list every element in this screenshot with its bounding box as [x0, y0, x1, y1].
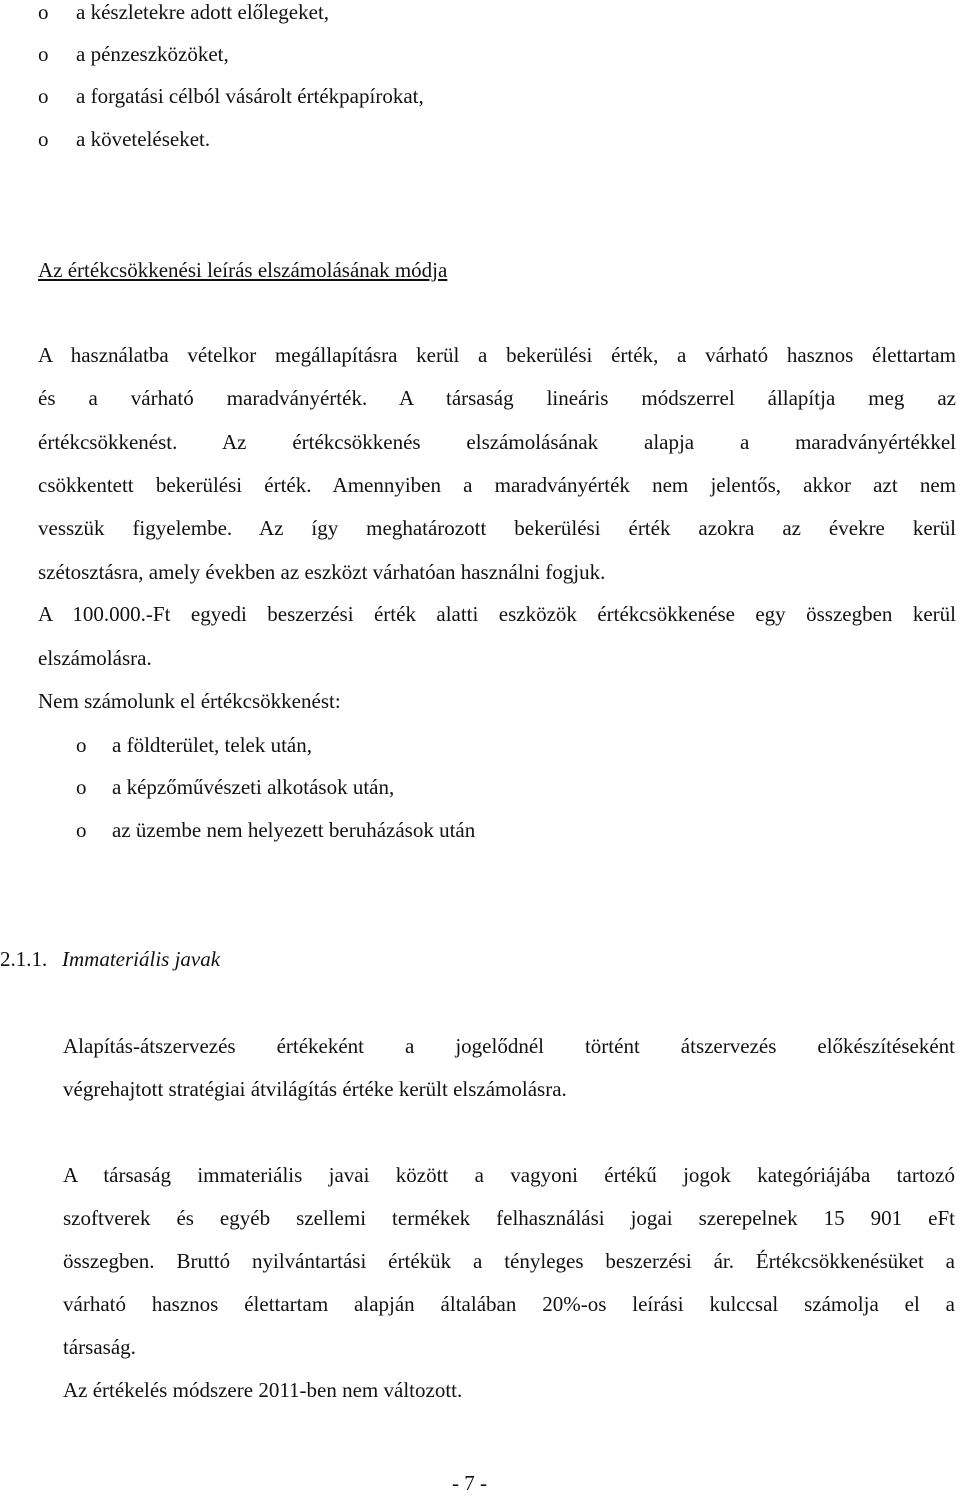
paragraph-line: értékcsökkenést. Az értékcsökkenés elszámolásának alapja a maradványértékkel	[38, 430, 956, 454]
paragraph-line: csökkentett bekerülési érték. Amennyiben a maradványérték nem jelentős, akkor azt nem	[38, 473, 956, 497]
list-item: a forgatási célból vásárolt értékpapírokat,	[76, 84, 424, 108]
list-item: a követeléseket.	[76, 127, 211, 151]
list-item: a földterület, telek után,	[112, 733, 313, 757]
paragraph-line: Alapítás-átszervezés értékeként a jogelődnél történt átszervezés előkészítéseként	[63, 1034, 955, 1058]
list-bullet: o	[38, 84, 49, 108]
section-heading: Az értékcsökkenési leírás elszámolásának módja	[38, 258, 448, 282]
list-bullet: o	[76, 733, 87, 757]
section-number: 2.1.1.	[0, 947, 48, 971]
list-item: az üzembe nem helyezett beruházások után	[112, 818, 476, 842]
paragraph-line: A 100.000.-Ft egyedi beszerzési érték alatti eszközök értékcsökkenése egy összegben kerül	[38, 602, 956, 626]
paragraph-line: Az értékelés módszere 2011-ben nem változott.	[63, 1378, 463, 1402]
paragraph-line: A társaság immateriális javai között a vagyoni értékű jogok kategóriájába tartozó	[63, 1163, 955, 1187]
paragraph-line: társaság.	[63, 1335, 136, 1359]
paragraph-line: összegben. Bruttó nyilvántartási értékük a tényleges beszerzési ár. Értékcsökkenésüket a	[63, 1249, 955, 1273]
section-title: Immateriális javak	[62, 947, 221, 971]
paragraph-line: vesszük figyelembe. Az így meghatározott bekerülési érték azokra az évekre kerül	[38, 516, 956, 540]
list-bullet: o	[38, 42, 49, 66]
list-bullet: o	[76, 775, 87, 799]
paragraph-line: Nem számolunk el értékcsökkenést:	[38, 689, 341, 713]
list-item: a készletekre adott előlegeket,	[76, 0, 330, 24]
list-item: a pénzeszközöket,	[76, 42, 229, 66]
paragraph-line: szétosztásra, amely években az eszközt várhatóan használni fogjuk.	[38, 560, 606, 584]
paragraph-line: és a várható maradványérték. A társaság lineáris módszerrel állapítja meg az	[38, 386, 956, 410]
paragraph-line: elszámolásra.	[38, 646, 152, 670]
list-bullet: o	[38, 127, 49, 151]
page-number: - 7 -	[452, 1471, 487, 1495]
paragraph-line: várható hasznos élettartam alapján általában 20%-os leírási kulccsal számolja el a	[63, 1292, 955, 1316]
list-bullet: o	[76, 818, 87, 842]
list-bullet: o	[38, 0, 49, 24]
list-item: a képzőművészeti alkotások után,	[112, 775, 395, 799]
paragraph-line: szoftverek és egyéb szellemi termékek felhasználási jogai szerepelnek 15 901 eFt	[63, 1206, 955, 1230]
paragraph-line: végrehajtott stratégiai átvilágítás értéke került elszámolásra.	[63, 1077, 567, 1101]
paragraph-line: A használatba vételkor megállapításra kerül a bekerülési érték, a várható hasznos élettartam	[38, 343, 956, 367]
